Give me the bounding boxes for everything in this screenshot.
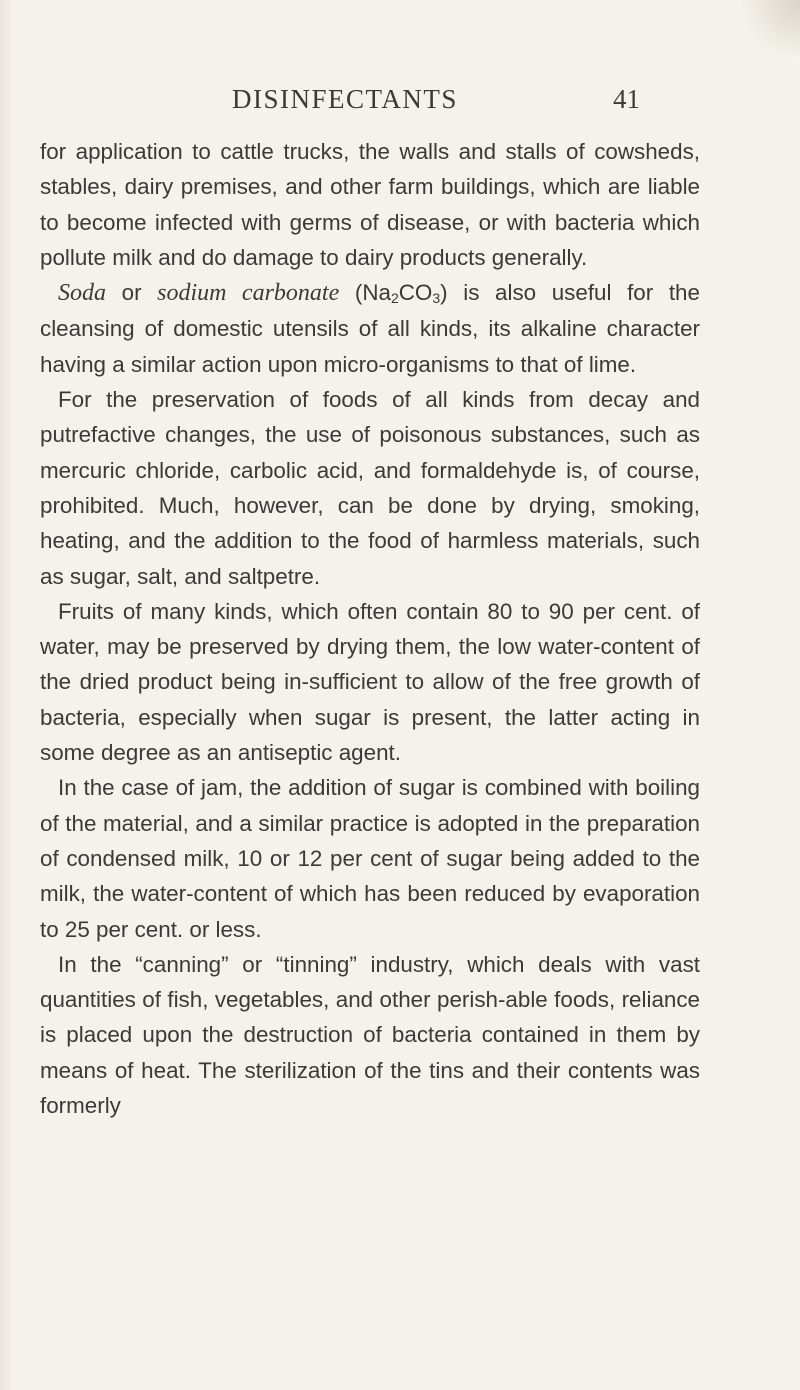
formula-part: (Na (354, 280, 391, 306)
running-title: DISINFECTANTS (232, 84, 458, 114)
page-corner-smudge (740, 0, 800, 60)
body-text (40, 134, 700, 1123)
formula-subscript: 3 (432, 290, 441, 307)
formula-part: ) (440, 280, 448, 306)
page-number: 41 (613, 84, 640, 114)
formula-part: CO (398, 280, 433, 306)
term-sodium-carbonate: sodium carbonate (157, 280, 340, 307)
page-edge-shadow (0, 0, 14, 1390)
paragraph-5: In the case of jam, the addition of sugar is combined with boiling of the material, and a similar practice is adopted in the preparation of condensed milk, 10 or 12 per cent of sugar being added to the milk, the water-content of which has been reduced by evaporation to 25 per cent. or less. (40, 775, 700, 942)
paragraph-2 (40, 275, 700, 382)
page-header (0, 84, 800, 124)
paragraph-4: Fruits of many kinds, which often contain 80 to 90 per cent. of water, may be preserved by drying them, the low water-content of the dried product being in-sufficient to allow of the free growth of bacteria, especially when sugar is present, the latter acting in some degree as an antiseptic agent. (40, 598, 700, 766)
paragraph-2-rest: is also useful for the cleansing of domestic utensils of all kinds, its alkaline character having a similar action upon micro-organisms to that of lime. (40, 280, 700, 377)
formula-subscript: 2 (390, 290, 399, 307)
paragraph-1: for application to cattle trucks, the walls and stalls of cowsheds, stables, dairy premises, and other farm buildings, which are liable to become infected with germs of disease, or with bacteria which pollute milk and do damage to dairy products generally. (40, 139, 700, 270)
chemical-formula (355, 280, 448, 305)
paragraph-6: In the “canning” or “tinning” industry, which deals with vast quantities of fish, vegetables, and other perish-able foods, reliance is placed upon the destruction of bacteria contained in them by means of heat. The sterilization of the tins and their contents was formerly (40, 951, 700, 1119)
connector-or: or (121, 280, 142, 306)
paragraph-3: For the preservation of foods of all kinds from decay and putrefactive changes, the use of poisonous substances, such as mercuric chloride, carbolic acid, and formaldehyde is, of course, prohibited. Much, however, can be done by drying, smoking, heating, and the addition to the food of harmless materials, such as sugar, salt, and saltpetre. (40, 387, 700, 589)
term-soda: Soda (58, 280, 106, 307)
